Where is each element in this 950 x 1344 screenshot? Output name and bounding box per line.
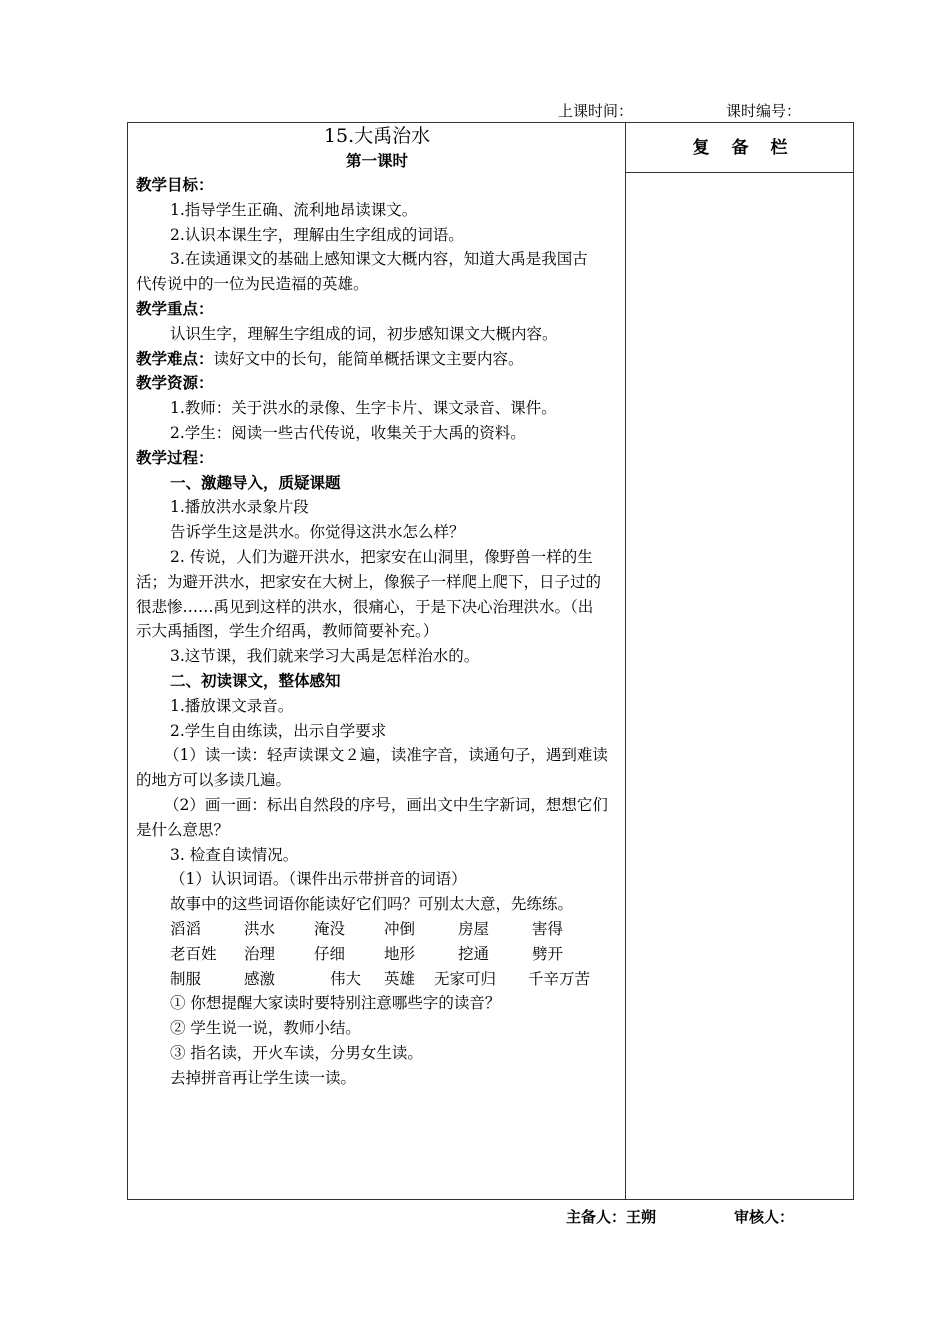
question-item: ① 你想提醒大家读时要特别注意哪些字的读音？: [170, 994, 501, 1013]
vocab-row: [136, 967, 618, 992]
resources-heading: 教学资源：: [136, 373, 214, 393]
vocab-word: 地形: [384, 944, 416, 963]
reviewer: 审核人：: [734, 1208, 795, 1226]
process-step: 3. 检查自读情况。: [170, 845, 299, 864]
goal-item: 3.在读通课文的基础上感知课文大概内容，知道大禹是我国古: [170, 250, 588, 269]
vocab-word: 冲倒: [384, 919, 416, 938]
lesson-content: [136, 123, 618, 1090]
main-preparer: 主备人：王朔: [566, 1208, 657, 1226]
review-column-title: 复备栏: [692, 138, 810, 158]
process-step: （2）画一画：标出自然段的序号，画出文中生字新词，想想它们: [164, 795, 608, 814]
vocab-word: 挖通: [458, 944, 490, 963]
vocab-word: 英雄: [384, 969, 416, 988]
column-divider: [625, 123, 626, 1199]
lesson-subtitle: 第一课时: [345, 151, 408, 170]
process-step: 2. 传说，人们为避开洪水，把家安在山洞里，像野兽一样的生: [170, 547, 593, 566]
difficulty-line: [136, 347, 618, 372]
vocab-word: 房屋: [458, 919, 490, 938]
process-step: 3.这节课，我们就来学习大禹是怎样治水的。: [170, 647, 480, 666]
vocab-word: 治理: [244, 944, 276, 963]
question-item: ② 学生说一说，教师小结。: [170, 1019, 361, 1038]
vocab-word: 千辛万苦: [528, 969, 591, 988]
process-step-continued: 示大禹插图，学生介绍禹，教师简要补充。）: [136, 622, 439, 641]
vocab-word: 害得: [532, 919, 564, 938]
process-step: 告诉学生这是洪水。你觉得这洪水怎么样？: [170, 523, 465, 542]
vocab-word: 无家可归: [434, 969, 497, 988]
vocab-word: 制服: [170, 969, 202, 988]
class-time-label: 上课时间：: [558, 102, 634, 120]
class-number-label: 课时编号：: [726, 102, 802, 120]
goal-item: 1.指导学生正确、流利地昂读课文。: [170, 200, 418, 219]
lesson-title: 15.大禹治水: [323, 125, 431, 147]
process-step: 故事中的这些词语你能读好它们吗？可别太大意，先练练。: [170, 895, 574, 914]
page-header: [0, 100, 950, 122]
side-header-divider: [625, 172, 854, 173]
resource-item: 1.教师：关于洪水的录像、生字卡片、课文录音、课件。: [170, 399, 557, 418]
process-heading: 教学过程：: [136, 447, 214, 467]
goals-heading: 教学目标：: [136, 175, 214, 194]
process-step-continued: 的地方可以多读几遍。: [136, 771, 292, 790]
lesson-table: [127, 122, 854, 1200]
difficulty-text: 读好文中的长句，能简单概括课文主要内容。: [213, 349, 524, 368]
resource-item: 2.学生：阅读一些古代传说，收集关于大禹的资料。: [170, 423, 526, 442]
vocab-row: [136, 917, 618, 942]
part-one-heading: 一、激趣导入，质疑课题: [170, 472, 341, 492]
goal-item-continued: 代传说中的一位为民造福的英雄。: [136, 275, 369, 294]
key-points-text: 认识生字，理解生字组成的词，初步感知课文大概内容。: [170, 324, 558, 343]
part-two-heading: 二、初读课文，整体感知: [170, 670, 341, 690]
vocab-word: 淹没: [314, 919, 346, 938]
process-step: （1）读一读：轻声读课文２遍，读准字音，读通句子，遇到难读: [164, 746, 608, 765]
vocab-row: [136, 942, 618, 967]
difficulty-heading: 教学难点：: [136, 348, 214, 368]
vocab-word: 老百姓: [170, 944, 217, 963]
process-step-continued: 活；为避开洪水，把家安在大树上，像猴子一样爬上爬下，日子过的: [136, 572, 602, 591]
question-item: ③ 指名读，开火车读，分男女生读。: [170, 1043, 423, 1062]
key-points-heading: 教学重点：: [136, 298, 214, 318]
process-step-continued: 很悲惨……禹见到这样的洪水，很痛心，于是下决心治理洪水。（出: [136, 597, 594, 616]
question-item: 去掉拼音再让学生读一读。: [170, 1068, 357, 1087]
process-step-continued: 是什么意思？: [136, 820, 230, 839]
goal-item: 2.认识本课生字，理解由生字组成的词语。: [170, 225, 464, 244]
vocab-word: 伟大: [330, 969, 362, 988]
vocab-word: 滔滔: [170, 919, 202, 938]
vocab-word: 感激: [244, 969, 276, 988]
vocab-word: 洪水: [244, 919, 276, 938]
vocab-word: 劈开: [532, 944, 564, 963]
process-step: 1.播放洪水录象片段: [170, 498, 309, 517]
process-step: 1.播放课文录音。: [170, 696, 294, 715]
process-step: 2.学生自由练读，出示自学要求: [170, 721, 387, 740]
vocab-word: 仔细: [314, 944, 346, 963]
process-step: （1）认识词语。（课件出示带拼音的词语）: [170, 870, 467, 889]
